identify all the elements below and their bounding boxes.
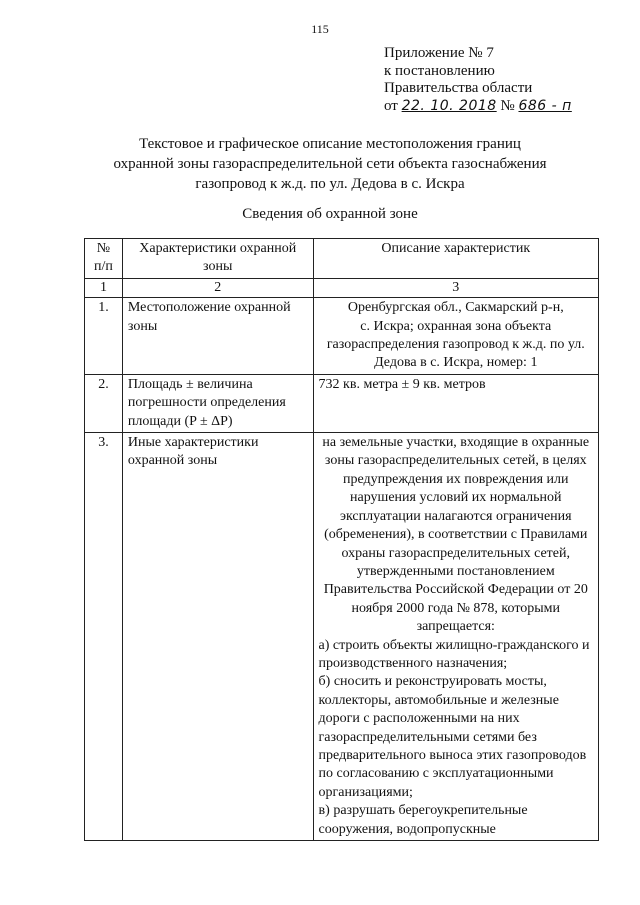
table-row xyxy=(85,298,599,375)
header-number: № п/п xyxy=(85,239,123,279)
description-paragraph: на земельные участки, входящие в охранные зоны газораспределительных сетей, в целях предупреждения их повреждения или нарушения условий их нормальной эксплуатации налагаются ограничения (обременения), в соответствии с Правилами охраны газораспределительных сетей, утвержденными постановлением Правительства Российской Федерации от 20 ноября 2000 года № 878, которыми запрещается: xyxy=(322,435,590,635)
date-prefix: от xyxy=(384,97,398,114)
handwritten-number: 686 - п xyxy=(518,97,572,114)
row-description xyxy=(313,298,598,375)
row-number: 3. xyxy=(85,433,123,841)
description-paragraph: с. Искра; охранная зона объекта газораспределения газопровод к ж.д. по ул. Дедова в с. Искра, номер: 1 xyxy=(326,318,585,371)
number-prefix: № xyxy=(500,97,515,114)
appendix-line-3: Правительства области xyxy=(384,80,533,96)
row-description xyxy=(313,374,598,432)
row-description xyxy=(313,433,598,841)
row-characteristic: Местоположение охранной зоны xyxy=(122,298,313,375)
description-paragraph: 732 кв. метра ± 9 кв. метров xyxy=(318,376,486,392)
column-number-3: 3 xyxy=(313,278,598,297)
description-paragraph: в) разрушать берегоукрепительные сооружения, водопропускные xyxy=(318,803,528,837)
table-row xyxy=(85,433,599,841)
appendix-date-line xyxy=(384,98,624,116)
table-header-row xyxy=(85,239,599,279)
table-column-numbers-row xyxy=(85,278,599,297)
description-paragraph: а) строить объекты жилищно-гражданского и производственного назначения; xyxy=(318,637,590,671)
title-line-1: Текстовое и графическое описание местоположения границ xyxy=(139,136,521,152)
table-row xyxy=(85,374,599,432)
document-title xyxy=(60,134,600,194)
header-description: Описание характеристик xyxy=(313,239,598,279)
header-characteristic: Характеристики охранной зоны xyxy=(122,239,313,279)
title-line-3: газопровод к ж.д. по ул. Дедова в с. Искра xyxy=(195,176,465,192)
row-characteristic: Площадь ± величина погрешности определения площади (P ± ΔP) xyxy=(122,374,313,432)
row-number: 1. xyxy=(85,298,123,375)
handwritten-date: 22. 10. 2018 xyxy=(401,97,497,114)
zone-table xyxy=(84,238,599,841)
section-subtitle: Сведения об охранной зоне xyxy=(242,206,418,222)
appendix-block xyxy=(384,45,624,115)
row-number: 2. xyxy=(85,374,123,432)
column-number-1: 1 xyxy=(85,278,123,297)
column-number-2: 2 xyxy=(122,278,313,297)
title-line-2: охранной зоны газораспределительной сети объекта газоснабжения xyxy=(113,156,547,172)
appendix-line-1: Приложение № 7 xyxy=(384,45,494,61)
appendix-line-2: к постановлению xyxy=(384,62,495,79)
page-number: 115 xyxy=(311,22,329,36)
row-characteristic: Иные характеристики охранной зоны xyxy=(122,433,313,841)
description-paragraph: Оренбургская обл., Сакмарский р-н, xyxy=(347,300,564,316)
description-paragraph: б) сносить и реконструировать мосты, коллекторы, автомобильные и железные дороги с расположенными на них газораспределительными сетями без предварительного выноса этих газопроводов по согласованию с эксплуатационными организациями; xyxy=(318,674,587,800)
